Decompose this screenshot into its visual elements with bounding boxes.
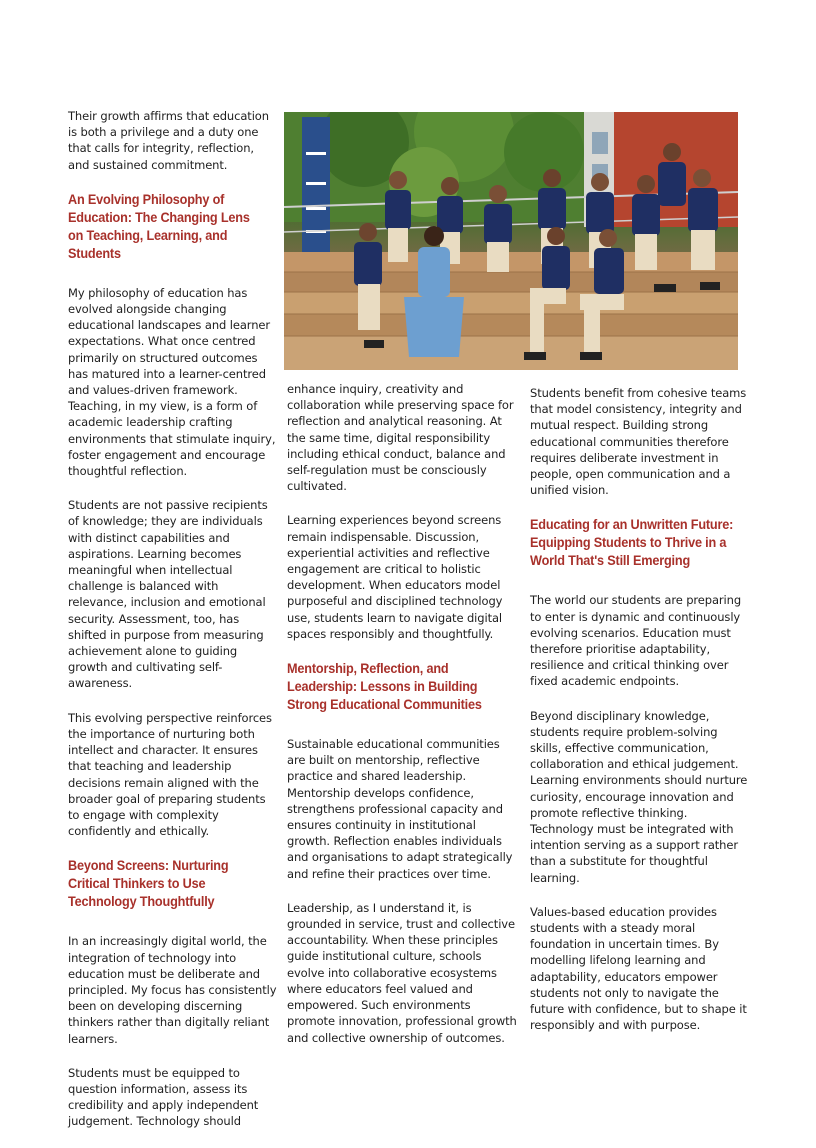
paragraph-digital-world: In an increasingly digital world, the integration of technology into education must be deliberate and principled. My focus has consistently been on developing discerning thinkers rather than digitally reliant learners. bbox=[68, 934, 277, 1046]
column-left bbox=[68, 108, 278, 1148]
paragraph-students: Students are not passive recipients of knowledge; they are individuals with distinct capabilities and aspirations. Learning becomes meaningful when intellectual challenge is balanced with relevance, inclusion and emotional security. Assessment, too, has shifted in purpose from measuring achievement alone to guiding growth and cultivating self-awareness. bbox=[68, 498, 268, 691]
paragraph-disciplinary-knowledge: Beyond disciplinary knowledge, students require problem-solving skills, effective communication, collaboration and ethical judgement. Learning environments should nurture curiosity, encourage innovation and promote reflective thinking. Technology must be integrated with intention serving as a support rather than a substitute for thoughtful learning. bbox=[530, 708, 748, 885]
student-figure bbox=[354, 223, 382, 330]
paragraph-beyond-screens: Learning experiences beyond screens remain indispensable. Discussion, experiential activities and reflective engagement are critical to holistic development. When educators model purposeful and disciplined technology use, students learn to navigate digital spaces responsibly and thoughtfully. bbox=[287, 513, 503, 641]
students-group-photo bbox=[284, 112, 738, 370]
paragraph-leadership: Leadership, as I understand it, is grounded in service, trust and collective accountability. When these principles guide institutional culture, schools evolve into collaborative ecosystems where educators feel valued and empowered. Such environments promote innovation, professional growth and collective ownership of outcomes. bbox=[287, 900, 517, 1045]
column-right bbox=[530, 385, 752, 1052]
paragraph-cohesive-teams: Students benefit from cohesive teams that model consistency, integrity and mutual respect. Building strong educational communities therefore requires deliberate investment in people, open communication and a unified vision. bbox=[530, 386, 747, 498]
column-middle bbox=[287, 381, 519, 1064]
paragraph-enhance-inquiry: enhance inquiry, creativity and collaboration while preserving space for reflection and analytical reasoning. At the same time, digital responsibility including ethical conduct, balance and self-regulation must be consciously cultivated. bbox=[287, 382, 514, 494]
paragraph-world-dynamic: The world our students are preparing to enter is dynamic and continuously evolving scenarios. Education must therefore prioritise adaptability, resilience and critical thinking over fixed academic endpoints. bbox=[530, 593, 742, 689]
paragraph-perspective: This evolving perspective reinforces the importance of nurturing both intellect and character. It ensures that teaching and leadership decisions remain aligned with the broader goal of preparing students to engage with complexity confidently and ethically. bbox=[68, 710, 272, 839]
heading-unwritten-future: Educating for an Unwritten Future: Equipping Students to Thrive in a World That's Still Emerging bbox=[530, 517, 734, 569]
paragraph-growth: Their growth affirms that education is both a privilege and a duty one that calls for integrity, reflection, and sustained commitment. bbox=[68, 109, 269, 172]
paragraph-values-based: Values-based education provides students with a steady moral foundation in uncertain times. By modelling lifelong learning and adaptability, educators empower students not only to navigate the future with confidence, but to shape it responsibly and with purpose. bbox=[530, 904, 747, 1033]
paragraph-sustainable-communities: Sustainable educational communities are built on mentorship, reflective practice and shared leadership. Mentorship develops confidence, strengthens professional capacity and ensures continuity in institutional growth. Reflection enables individuals and organisations to adapt strategically and refine their practices over time. bbox=[287, 737, 513, 881]
photo-illustration bbox=[284, 112, 738, 370]
paragraph-question-information: Students must be equipped to question information, assess its credibility and apply independent judgement. Technology should bbox=[68, 1065, 259, 1129]
heading-beyond-screens: Beyond Screens: Nurturing Critical Thinkers to Use Technology Thoughtfully bbox=[68, 858, 229, 910]
heading-mentorship: Mentorship, Reflection, and Leadership: Lessons in Building Strong Educational Communities bbox=[287, 661, 482, 713]
paragraph-philosophy: My philosophy of education has evolved alongside changing educational landscapes and learner expectations. What once centred primarily on structured outcomes has matured into a learner-centred and values-driven framework. Teaching, in my view, is a form of academic leadership crafting environments that stimulate inquiry, foster engagement and encourage thoughtful reflection. bbox=[68, 285, 276, 479]
heading-evolving-philosophy: An Evolving Philosophy of Education: The Changing Lens on Teaching, Learning, and Students bbox=[68, 191, 250, 261]
